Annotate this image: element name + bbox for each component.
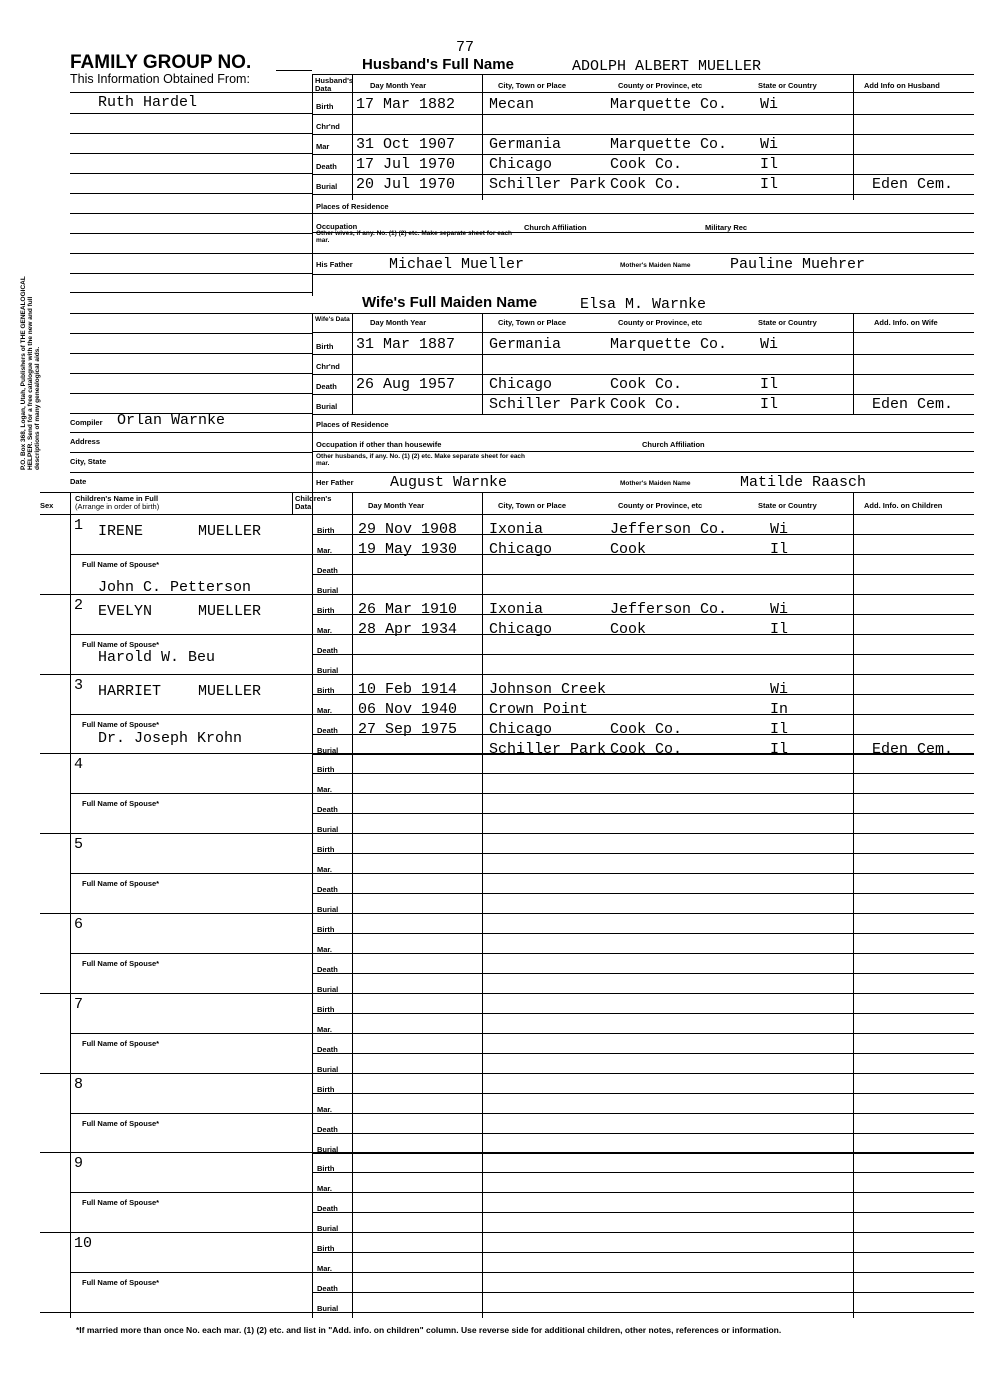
divider bbox=[312, 274, 974, 275]
child-event-label: Mar. bbox=[317, 546, 333, 555]
child-name-divider bbox=[70, 953, 312, 954]
child-spouse-name: Dr. Joseph Krohn bbox=[98, 730, 243, 747]
child-event-label: Birth bbox=[317, 526, 335, 535]
child-event-state: Il bbox=[770, 620, 789, 638]
child-number: 1 bbox=[74, 517, 84, 534]
wife-mother: Matilde Raasch bbox=[740, 474, 867, 491]
wife-father: August Warnke bbox=[390, 474, 508, 491]
child-event-date: 10 Feb 1914 bbox=[358, 680, 458, 698]
child-event-county: Jefferson Co. bbox=[610, 521, 728, 538]
child-event-line bbox=[312, 1192, 974, 1193]
husband-birth-date: 17 Mar 1882 bbox=[356, 96, 456, 113]
wife-other-husbands-label: Other husbands, if any. No. (1) (2) etc. Make separate sheet for each mar. bbox=[316, 453, 526, 467]
page-number: 77 bbox=[456, 39, 475, 56]
publisher-side-text bbox=[20, 270, 41, 470]
husband-birth-city: Mecan bbox=[489, 96, 535, 113]
child-event-label: Mar. bbox=[317, 625, 333, 635]
child-block-divider bbox=[40, 753, 974, 754]
husband-mar-label: Mar bbox=[316, 142, 330, 151]
left-info-line bbox=[70, 113, 312, 114]
child-block-divider bbox=[40, 1152, 974, 1153]
wife-church-label: Church Affiliation bbox=[642, 440, 705, 449]
husband-death-county: Cook Co. bbox=[610, 156, 683, 173]
husband-father-label: His Father bbox=[316, 260, 353, 269]
child-event-date: 26 Mar 1910 bbox=[358, 600, 458, 618]
child-event-line bbox=[312, 534, 974, 535]
divider bbox=[482, 74, 483, 200]
child-event-county: Jefferson Co. bbox=[610, 600, 728, 618]
child-last-name: MUELLER bbox=[198, 602, 262, 620]
child-event-county: Cook bbox=[610, 541, 647, 558]
child-spouse-name: Harold W. Beu bbox=[98, 649, 216, 666]
family-group-number-line bbox=[276, 70, 312, 71]
divider bbox=[312, 313, 974, 314]
wife-birth-city: Germania bbox=[489, 336, 562, 353]
child-event-label: Burial bbox=[317, 825, 339, 835]
row-line bbox=[312, 354, 974, 355]
compiler-label: Compiler bbox=[70, 418, 103, 427]
divider bbox=[312, 74, 974, 75]
row-line bbox=[312, 374, 974, 375]
child-event-state: Il bbox=[770, 740, 789, 758]
child-event-state: Wi bbox=[770, 680, 789, 698]
child-event-label: Burial bbox=[317, 1064, 339, 1074]
family-group-title: FAMILY GROUP NO. bbox=[70, 52, 252, 73]
left-info-line bbox=[70, 292, 312, 293]
child-event-add: Eden Cem. bbox=[872, 740, 954, 758]
city-state-label: City, State bbox=[70, 457, 107, 466]
child-event-line bbox=[312, 793, 974, 794]
footer-note: *If married more than once No. each mar. (1) (2) etc. and list in "Add. info. on children" column. Use reverse side for additional children, other notes, references or information. bbox=[76, 1325, 782, 1335]
date-label: Date bbox=[70, 477, 87, 486]
wife-name: Elsa M. Warnke bbox=[580, 296, 707, 313]
divider bbox=[312, 492, 313, 1318]
child-event-city: Ixonia bbox=[489, 600, 544, 618]
child-event-county: Cook Co. bbox=[610, 740, 683, 758]
child-number: 4 bbox=[74, 756, 84, 774]
state-header: State or Country bbox=[758, 81, 817, 90]
child-last-name: MUELLER bbox=[198, 682, 262, 700]
left-info-line bbox=[70, 472, 312, 473]
spouse-label: Full Name of Spouse* bbox=[82, 1038, 160, 1048]
wife-death-county: Cook Co. bbox=[610, 376, 683, 393]
child-block-divider bbox=[40, 913, 974, 914]
spouse-label: Full Name of Spouse* bbox=[82, 560, 160, 569]
wife-burial-state: Il bbox=[760, 396, 779, 413]
child-event-line bbox=[312, 893, 974, 894]
divider bbox=[312, 232, 974, 233]
child-event-label: Burial bbox=[317, 905, 339, 915]
child-name-divider bbox=[70, 1272, 312, 1273]
add-info-husband-header: Add Info on Husband bbox=[864, 81, 940, 90]
child-block-divider bbox=[40, 674, 974, 675]
child-event-line bbox=[312, 1113, 974, 1114]
wife-death-city: Chicago bbox=[489, 376, 553, 393]
husband-death-date: 17 Jul 1970 bbox=[356, 156, 456, 173]
child-event-label: Birth bbox=[317, 1004, 335, 1014]
child-block-divider bbox=[40, 1073, 974, 1074]
husband-name: ADOLPH ALBERT MUELLER bbox=[572, 58, 762, 75]
child-event-label: Mar. bbox=[317, 785, 333, 795]
divider bbox=[352, 492, 353, 1318]
wife-birth-state: Wi bbox=[760, 336, 779, 353]
husband-burial-add: Eden Cem. bbox=[872, 176, 954, 193]
child-event-line bbox=[312, 813, 974, 814]
divider bbox=[70, 92, 974, 93]
child-event-state: In bbox=[770, 700, 789, 718]
children-name-header: Children's Name in Full bbox=[75, 494, 159, 503]
add-info-wife-header: Add. Info. on Wife bbox=[874, 318, 938, 327]
divider bbox=[312, 414, 313, 492]
child-event-city: Chicago bbox=[489, 720, 553, 738]
child-event-label: Birth bbox=[317, 605, 335, 615]
child-number: 6 bbox=[74, 916, 84, 933]
child-event-label: Mar. bbox=[317, 1184, 333, 1194]
child-event-label: Death bbox=[317, 1204, 338, 1214]
child-first-name: EVELYN bbox=[98, 602, 153, 620]
husband-mar-city: Germania bbox=[489, 136, 562, 153]
add-info-children-header: Add. Info. on Children bbox=[864, 501, 943, 510]
child-number: 7 bbox=[74, 995, 84, 1013]
husband-mar-state: Wi bbox=[760, 136, 779, 153]
row-line bbox=[312, 194, 974, 195]
divider bbox=[312, 253, 974, 254]
divider bbox=[312, 451, 974, 452]
child-name-divider bbox=[70, 714, 312, 715]
obtained-from-value: Ruth Hardel bbox=[98, 94, 198, 111]
husband-mother: Pauline Muehrer bbox=[730, 256, 866, 273]
child-block-divider bbox=[40, 1232, 974, 1233]
divider bbox=[312, 332, 974, 333]
wife-county-header: County or Province, etc bbox=[618, 318, 703, 327]
husband-birth-state: Wi bbox=[760, 96, 779, 113]
left-info-line bbox=[70, 173, 312, 174]
husband-chrnd-label: Chr'nd bbox=[316, 122, 340, 131]
children-order-header: (Arrange in order of birth) bbox=[75, 502, 160, 511]
child-event-line bbox=[312, 873, 974, 874]
child-event-line bbox=[312, 1292, 974, 1293]
child-event-line bbox=[312, 1212, 974, 1213]
wifes-data-header: Wife's Data bbox=[315, 316, 350, 323]
child-event-line bbox=[312, 1252, 974, 1253]
child-number: 3 bbox=[74, 676, 84, 694]
children-state-header: State or Country bbox=[758, 501, 817, 510]
row-line bbox=[312, 154, 974, 155]
spouse-label: Full Name of Spouse* bbox=[82, 799, 160, 809]
child-event-label: Mar. bbox=[317, 1104, 333, 1114]
child-event-line bbox=[312, 933, 974, 934]
left-info-line bbox=[70, 273, 312, 274]
child-event-label: Death bbox=[317, 725, 338, 735]
divider bbox=[40, 492, 974, 493]
child-event-label: Mar. bbox=[317, 1024, 333, 1034]
wife-death-label: Death bbox=[316, 382, 337, 391]
child-event-line bbox=[312, 554, 974, 555]
child-event-date: 06 Nov 1940 bbox=[358, 700, 458, 718]
child-event-label: Burial bbox=[317, 985, 339, 994]
child-event-label: Burial bbox=[317, 1304, 339, 1314]
left-info-line bbox=[70, 233, 312, 234]
wife-burial-add: Eden Cem. bbox=[872, 396, 954, 413]
husband-mother-label: Mother's Maiden Name bbox=[620, 262, 691, 269]
husband-name-label: Husband's Full Name bbox=[362, 56, 514, 73]
child-event-line bbox=[312, 1053, 974, 1054]
husband-death-city: Chicago bbox=[489, 156, 553, 173]
child-event-label: Birth bbox=[317, 765, 335, 775]
wife-day-month-year-header: Day Month Year bbox=[370, 318, 427, 327]
wife-burial-label: Burial bbox=[316, 402, 338, 411]
left-info-line bbox=[70, 193, 312, 194]
husband-burial-county: Cook Co. bbox=[610, 176, 683, 193]
county-header: County or Province, etc bbox=[618, 81, 703, 90]
wife-residence-label: Places of Residence bbox=[316, 420, 389, 429]
child-event-state: Il bbox=[770, 720, 789, 738]
child-event-city: Chicago bbox=[489, 541, 553, 558]
husband-burial-label: Burial bbox=[316, 182, 338, 191]
child-block-divider bbox=[40, 833, 974, 834]
child-event-state: Il bbox=[770, 541, 789, 558]
day-month-year-header: Day Month Year bbox=[370, 81, 427, 90]
husband-burial-state: Il bbox=[760, 176, 779, 193]
child-event-label: Death bbox=[317, 965, 338, 974]
wife-occupation-label: Occupation if other than housewife bbox=[316, 440, 442, 449]
child-event-line bbox=[312, 953, 974, 954]
child-event-line bbox=[312, 734, 974, 735]
child-name-divider bbox=[70, 793, 312, 794]
child-event-label: Birth bbox=[317, 685, 335, 695]
child-number: 9 bbox=[74, 1155, 84, 1173]
child-event-label: Mar. bbox=[317, 945, 333, 954]
husband-birth-label: Birth bbox=[316, 102, 334, 111]
child-event-county: Cook bbox=[610, 620, 647, 638]
wife-chrnd-label: Chr'nd bbox=[316, 362, 340, 371]
child-event-label: Death bbox=[317, 1124, 338, 1134]
divider bbox=[312, 432, 974, 433]
child-event-label: Birth bbox=[317, 1244, 335, 1254]
husband-death-label: Death bbox=[316, 162, 337, 171]
child-event-date: 27 Sep 1975 bbox=[358, 720, 458, 738]
husbands-data-header: Husband's Data bbox=[315, 76, 354, 93]
child-block-divider bbox=[40, 1312, 974, 1313]
spouse-label: Full Name of Spouse* bbox=[82, 879, 160, 889]
child-event-label: Birth bbox=[317, 845, 335, 855]
left-info-line bbox=[70, 333, 312, 334]
left-info-line bbox=[70, 452, 312, 453]
childrens-data-header: Children's Data bbox=[295, 494, 332, 511]
divider bbox=[312, 213, 974, 214]
husband-church-label: Church Affiliation bbox=[524, 223, 587, 232]
child-event-label: Birth bbox=[317, 1084, 335, 1094]
child-event-label: Mar. bbox=[317, 705, 333, 715]
divider bbox=[312, 472, 974, 473]
child-name-divider bbox=[70, 1033, 312, 1034]
sex-header: Sex bbox=[40, 501, 54, 510]
wife-state-header: State or Country bbox=[758, 318, 817, 327]
husband-mar-county: Marquette Co. bbox=[610, 136, 728, 153]
obtained-from-label: This Information Obtained From: bbox=[70, 72, 250, 86]
child-event-city: Crown Point bbox=[489, 700, 589, 718]
child-number: 2 bbox=[74, 596, 84, 614]
left-info-line bbox=[70, 213, 312, 214]
child-block-divider bbox=[40, 993, 974, 994]
child-name-divider bbox=[70, 554, 312, 555]
child-event-label: Burial bbox=[317, 586, 339, 595]
divider bbox=[40, 514, 974, 515]
child-name-divider bbox=[70, 1192, 312, 1193]
child-block-divider bbox=[40, 594, 974, 595]
child-event-label: Burial bbox=[317, 1144, 339, 1154]
spouse-label: Full Name of Spouse* bbox=[82, 1198, 160, 1208]
child-event-city: Johnson Creek bbox=[489, 680, 607, 698]
address-label: Address bbox=[70, 437, 101, 446]
child-event-line bbox=[312, 1033, 974, 1034]
child-event-label: Death bbox=[317, 1044, 338, 1054]
child-event-line bbox=[312, 1013, 974, 1014]
children-day-month-year-header: Day Month Year bbox=[368, 501, 425, 510]
husband-other-wives-label: Other wives, if any. No. (1) (2) etc. Make separate sheet for each mar. bbox=[316, 230, 513, 244]
child-event-label: Death bbox=[317, 645, 338, 655]
left-info-line bbox=[70, 373, 312, 374]
child-event-label: Death bbox=[317, 885, 338, 895]
child-event-label: Mar. bbox=[317, 865, 333, 875]
child-number: 10 bbox=[74, 1235, 93, 1253]
husband-military-label: Military Rec bbox=[705, 223, 748, 232]
compiler-name: Orlan Warnke bbox=[117, 412, 226, 429]
divider bbox=[352, 74, 353, 200]
spouse-label: Full Name of Spouse* bbox=[82, 959, 160, 968]
child-event-state: Wi bbox=[770, 600, 789, 618]
husband-burial-city: Schiller Park bbox=[489, 176, 607, 193]
wife-father-label: Her Father bbox=[316, 478, 354, 487]
divider bbox=[352, 313, 353, 414]
child-event-label: Death bbox=[317, 566, 338, 575]
left-info-line bbox=[70, 393, 312, 394]
child-event-line bbox=[312, 714, 974, 715]
publisher-side-text-content: P.O. Box 368, Logan, Utah, Publishers of THE GENEALOGICAL HELPER. Send for a free catalogue with the new and full descriptions of many genealogical aids. bbox=[20, 276, 41, 470]
child-event-city: Chicago bbox=[489, 620, 553, 638]
child-event-line bbox=[312, 694, 974, 695]
child-event-label: Burial bbox=[317, 665, 339, 675]
children-county-header: County or Province, etc bbox=[618, 501, 703, 510]
child-event-line bbox=[312, 614, 974, 615]
city-header: City, Town or Place bbox=[498, 81, 567, 90]
wife-burial-county: Cook Co. bbox=[610, 396, 683, 413]
left-info-line bbox=[70, 133, 312, 134]
row-line bbox=[312, 394, 974, 395]
husband-death-state: Il bbox=[760, 156, 779, 173]
child-event-label: Birth bbox=[317, 925, 335, 934]
spouse-label: Full Name of Spouse* bbox=[82, 719, 160, 729]
husband-residence-label: Places of Residence bbox=[316, 202, 389, 211]
child-event-label: Mar. bbox=[317, 1264, 333, 1274]
child-event-date: 19 May 1930 bbox=[358, 541, 458, 558]
spouse-label: Full Name of Spouse* bbox=[82, 1118, 160, 1128]
child-event-date: 29 Nov 1908 bbox=[358, 521, 458, 538]
left-info-line bbox=[70, 432, 312, 433]
divider bbox=[482, 313, 483, 414]
divider bbox=[292, 492, 293, 514]
divider bbox=[482, 492, 483, 1318]
child-event-state: Wi bbox=[770, 521, 789, 538]
child-event-line bbox=[312, 1172, 974, 1173]
divider bbox=[853, 313, 854, 414]
divider bbox=[853, 74, 854, 200]
husband-mar-date: 31 Oct 1907 bbox=[356, 136, 456, 153]
children-city-header: City, Town or Place bbox=[498, 501, 567, 510]
child-event-city: Ixonia bbox=[489, 521, 544, 538]
row-line bbox=[312, 174, 974, 175]
wife-name-label: Wife's Full Maiden Name bbox=[362, 294, 538, 311]
row-line bbox=[312, 114, 974, 115]
left-info-line bbox=[70, 313, 312, 314]
child-event-line bbox=[312, 574, 974, 575]
child-name-divider bbox=[70, 634, 312, 635]
child-event-line bbox=[312, 773, 974, 774]
child-event-line bbox=[312, 654, 974, 655]
child-first-name: HARRIET bbox=[98, 682, 162, 700]
child-name-divider bbox=[70, 1113, 312, 1114]
child-event-line bbox=[312, 1093, 974, 1094]
child-event-line bbox=[312, 973, 974, 974]
child-name-divider bbox=[70, 873, 312, 874]
child-event-line bbox=[312, 853, 974, 854]
spouse-label: Full Name of Spouse* bbox=[82, 1278, 160, 1288]
wife-birth-date: 31 Mar 1887 bbox=[356, 336, 456, 353]
wife-death-date: 26 Aug 1957 bbox=[356, 376, 456, 393]
spouse-label: Full Name of Spouse* bbox=[82, 639, 160, 649]
child-event-line bbox=[312, 1133, 974, 1134]
child-event-label: Death bbox=[317, 1284, 338, 1294]
wife-birth-county: Marquette Co. bbox=[610, 336, 728, 353]
child-event-city: Schiller Park bbox=[489, 740, 607, 758]
child-event-label: Burial bbox=[317, 745, 339, 755]
wife-death-state: Il bbox=[760, 376, 779, 393]
child-event-line bbox=[312, 634, 974, 635]
row-line bbox=[312, 414, 974, 415]
child-event-label: Birth bbox=[317, 1164, 335, 1174]
row-line bbox=[312, 134, 974, 135]
wife-city-header: City, Town or Place bbox=[498, 318, 567, 327]
child-last-name: MUELLER bbox=[198, 523, 262, 540]
child-number: 5 bbox=[74, 836, 84, 854]
child-event-label: Burial bbox=[317, 1224, 339, 1234]
divider bbox=[312, 74, 313, 200]
child-event-date: 28 Apr 1934 bbox=[358, 620, 458, 638]
wife-mother-label: Mother's Maiden Name bbox=[620, 480, 691, 487]
left-info-line bbox=[70, 153, 312, 154]
child-event-line bbox=[312, 1272, 974, 1273]
divider bbox=[853, 492, 854, 1318]
divider bbox=[70, 492, 71, 1318]
husband-father: Michael Mueller bbox=[389, 256, 525, 273]
wife-birth-label: Birth bbox=[316, 342, 334, 351]
child-number: 8 bbox=[74, 1075, 84, 1093]
child-first-name: IRENE bbox=[98, 523, 144, 540]
child-spouse-name: John C. Petterson bbox=[98, 579, 252, 596]
husband-burial-date: 20 Jul 1970 bbox=[356, 176, 456, 193]
husband-birth-county: Marquette Co. bbox=[610, 96, 728, 113]
divider bbox=[312, 200, 313, 296]
left-info-line bbox=[70, 253, 312, 254]
child-event-label: Death bbox=[317, 805, 338, 815]
husband-occupation-label: Occupation bbox=[316, 222, 358, 231]
wife-burial-city: Schiller Park bbox=[489, 396, 607, 413]
left-info-line bbox=[70, 353, 312, 354]
child-event-county: Cook Co. bbox=[610, 720, 683, 738]
divider bbox=[312, 313, 313, 414]
